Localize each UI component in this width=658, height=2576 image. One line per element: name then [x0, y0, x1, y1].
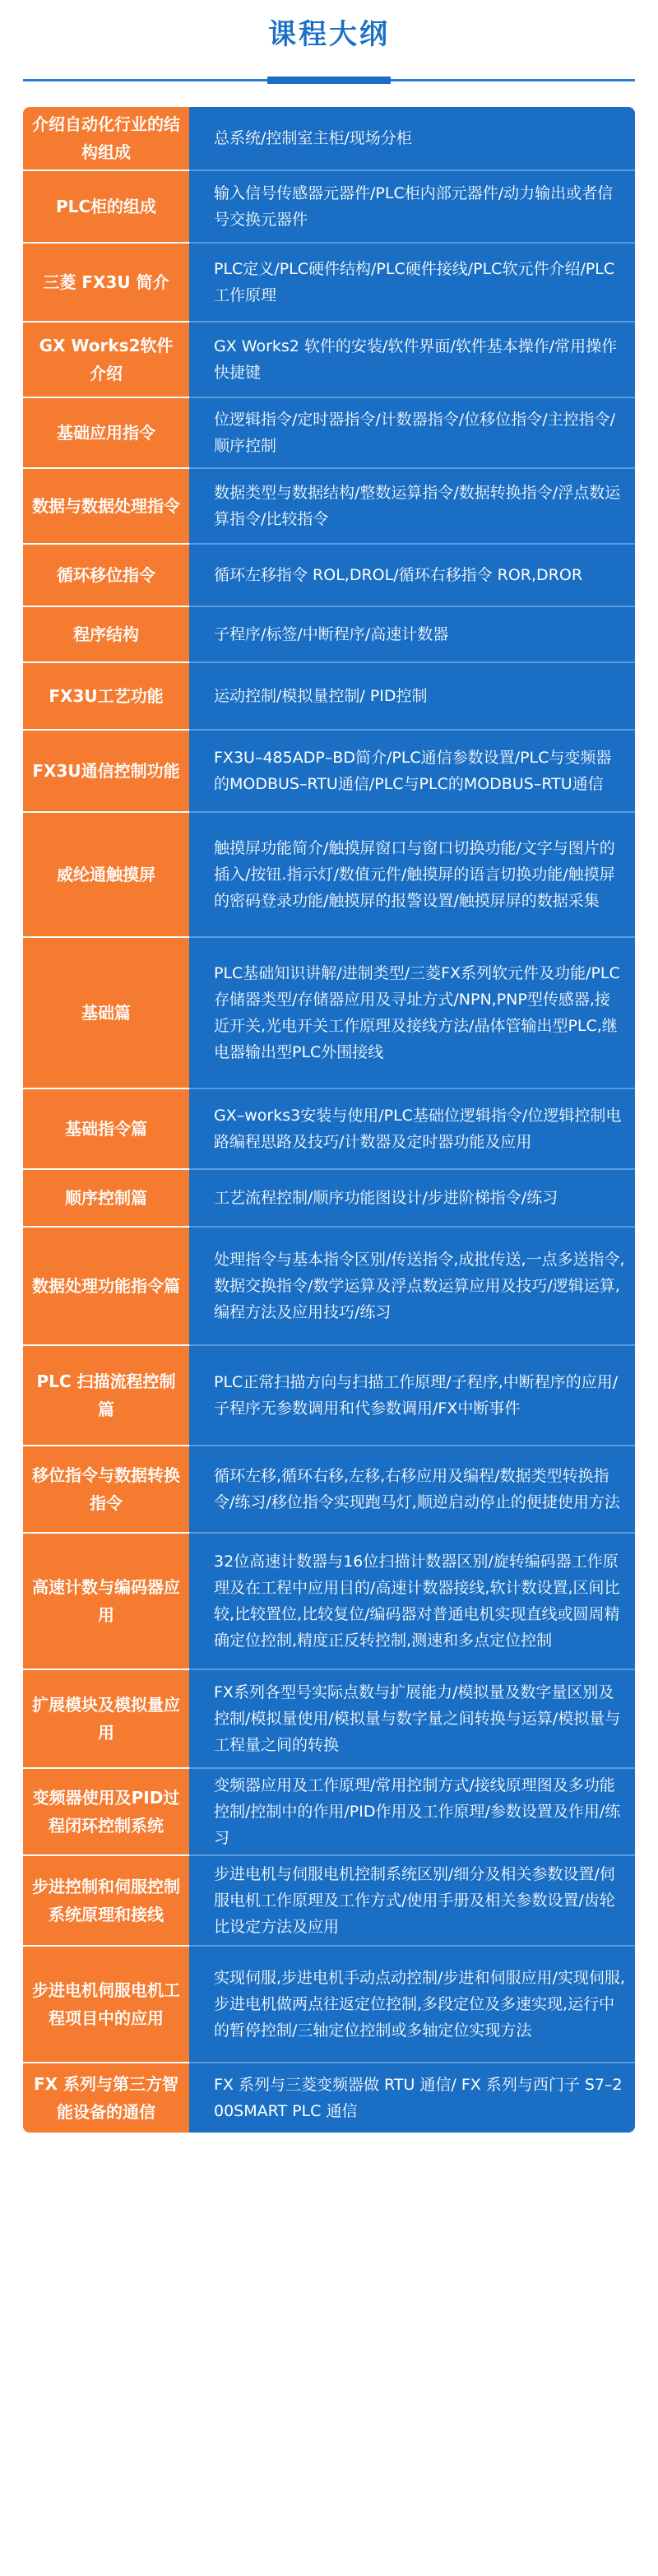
topic-label: 移位指令与数据转换指令 — [23, 1446, 189, 1534]
table-row — [23, 1769, 635, 1856]
topic-label: 数据与数据处理指令 — [23, 469, 189, 545]
topic-label: 介绍自动化行业的结构组成 — [23, 107, 189, 171]
table-row — [23, 1089, 635, 1170]
topic-content: 工艺流程控制/顺序功能图设计/步进阶梯指令/练习 — [189, 1170, 635, 1228]
topic-content: 位逻辑指令/定时器指令/计数器指令/位移位指令/主控指令/顺序控制 — [189, 398, 635, 469]
topic-content: 输入信号传感器元器件/PLC柜内部元器件/动力输出或者信号交换元器件 — [189, 171, 635, 244]
topic-label: 循环移位指令 — [23, 545, 189, 607]
topic-label: FX 系列与第三方智能设备的通信 — [23, 2063, 189, 2133]
topic-content: 实现伺服,步进电机手动点动控制/步进和伺服应用/实现伺服,步进电机做两点往返定位控制,多段定位及多速实现,运行中的暂停控制/三轴定位控制或多轴定位实现方法 — [189, 1947, 635, 2063]
table-row — [23, 107, 635, 171]
topic-label: 三菱 FX3U 简介 — [23, 244, 189, 323]
topic-label: PLC 扫描流程控制篇 — [23, 1346, 189, 1446]
topic-label: 基础篇 — [23, 938, 189, 1089]
topic-content: GX–works3安装与使用/PLC基础位逻辑指令/位逻辑控制电路编程思路及技巧/计数器及定时器功能及应用 — [189, 1089, 635, 1170]
topic-content: FX3U–485ADP–BD简介/PLC通信参数设置/PLC与变频器的MODBUS–RTU通信/PLC与PLC的MODBUS–RTU通信 — [189, 731, 635, 813]
table-row — [23, 545, 635, 607]
table-row — [23, 1534, 635, 1670]
topic-content: PLC正常扫描方向与扫描工作原理/子程序,中断程序的应用/子程序无参数调用和代参数调用/FX中断事件 — [189, 1346, 635, 1446]
topic-label: PLC柜的组成 — [23, 171, 189, 244]
topic-content: 子程序/标签/中断程序/高速计数器 — [189, 607, 635, 663]
table-row — [23, 607, 635, 663]
topic-content: FX系列各型号实际点数与扩展能力/模拟量及数字量区别及控制/模拟量使用/模拟量与数字量之间转换与运算/模拟量与工程量之间的转换 — [189, 1670, 635, 1769]
topic-label: 高速计数与编码器应用 — [23, 1534, 189, 1670]
topic-content: 32位高速计数器与16位扫描计数器区别/旋转编码器工作原理及在工程中应用目的/高速计数器接线,软计数设置,区间比较,比较置位,比较复位/编码器对普通电机实现直线或圆周精确定位控制,精度正反转控制,测速和多点定位控制 — [189, 1534, 635, 1670]
table-row — [23, 398, 635, 469]
topic-content: 数据类型与数据结构/整数运算指令/数据转换指令/浮点数运算指令/比较指令 — [189, 469, 635, 545]
table-row — [23, 1670, 635, 1769]
topic-content: 变频器应用及工作原理/常用控制方式/接线原理图及多功能控制/控制中的作用/PID作用及工作原理/参数设置及作用/练习 — [189, 1769, 635, 1856]
table-row — [23, 171, 635, 244]
topic-label: 顺序控制篇 — [23, 1170, 189, 1228]
topic-content: 运动控制/模拟量控制/ PID控制 — [189, 663, 635, 731]
topic-label: FX3U通信控制功能 — [23, 731, 189, 813]
topic-label: FX3U工艺功能 — [23, 663, 189, 731]
page-title: 课程大纲 — [268, 18, 390, 51]
topic-content: 处理指令与基本指令区别/传送指令,成批传送,一点多送指令,数据交换指令/数学运算及浮点数运算应用及技巧/逻辑运算,编程方法及应用技巧/练习 — [189, 1228, 635, 1346]
topic-label: 程序结构 — [23, 607, 189, 663]
table-row — [23, 663, 635, 731]
table-row — [23, 731, 635, 813]
header — [0, 0, 658, 91]
table-row — [23, 244, 635, 323]
topic-content: 循环左移,循环右移,左移,右移应用及编程/数据类型转换指令/练习/移位指令实现跑马灯,顺逆启动停止的便捷使用方法 — [189, 1446, 635, 1534]
table-row — [23, 323, 635, 398]
topic-label: 基础应用指令 — [23, 398, 189, 469]
topic-content: PLC基础知识讲解/进制类型/三菱FX系列软元件及功能/PLC存储器类型/存储器应用及寻址方式/NPN,PNP型传感器,接近开关,光电开关工作原理及接线方法/晶体管输出型PLC,继电器输出型PLC外围接线 — [189, 938, 635, 1089]
table-row — [23, 1947, 635, 2063]
brand-seal-icon — [582, 2500, 633, 2551]
table-row — [23, 813, 635, 938]
table-row — [23, 1856, 635, 1947]
table-row — [23, 1446, 635, 1534]
topic-label: 数据处理功能指令篇 — [23, 1228, 189, 1346]
topic-label: 变频器使用及PID过程闭环控制系统 — [23, 1769, 189, 1856]
table-row — [23, 938, 635, 1089]
table-row — [23, 469, 635, 545]
topic-content: 步进电机与伺服电机控制系统区别/细分及相关参数设置/伺服电机工作原理及工作方式/使用手册及相关参数设置/齿轮比设定方法及应用 — [189, 1856, 635, 1947]
topic-content: GX Works2 软件的安装/软件界面/软件基本操作/常用操作快捷键 — [189, 323, 635, 398]
topic-label: 步进控制和伺服控制系统原理和接线 — [23, 1856, 189, 1947]
table-row — [23, 2063, 635, 2133]
table-row — [23, 1170, 635, 1228]
topic-label: GX Works2软件介绍 — [23, 323, 189, 398]
topic-content: 触摸屏功能简介/触摸屏窗口与窗口切换功能/文字与图片的插入/按钮.指示灯/数值元件/触摸屏的语言切换功能/触摸屏的密码登录功能/触摸屏的报警设置/触摸屏屏的数据采集 — [189, 813, 635, 938]
topic-label: 威纶通触摸屏 — [23, 813, 189, 938]
topic-content: 循环左移指令 ROL,DROL/循环右移指令 ROR,DROR — [189, 545, 635, 607]
table-row — [23, 1346, 635, 1446]
table-row — [23, 1228, 635, 1346]
syllabus-table — [23, 107, 635, 2555]
topic-label: 步进电机伺服电机工程项目中的应用 — [23, 1947, 189, 2063]
topic-label: 基础指令篇 — [23, 1089, 189, 1170]
topic-content: PLC定义/PLC硬件结构/PLC硬件接线/PLC软元件介绍/PLC工作原理 — [189, 244, 635, 323]
title-accent-bar — [267, 77, 391, 84]
topic-content: FX 系列与三菱变频器做 RTU 通信/ FX 系列与西门子 S7–200SMART PLC 通信 — [189, 2063, 635, 2133]
topic-label: 扩展模块及模拟量应用 — [23, 1670, 189, 1769]
topic-content: 总系统/控制室主柜/现场分柜 — [189, 107, 635, 171]
